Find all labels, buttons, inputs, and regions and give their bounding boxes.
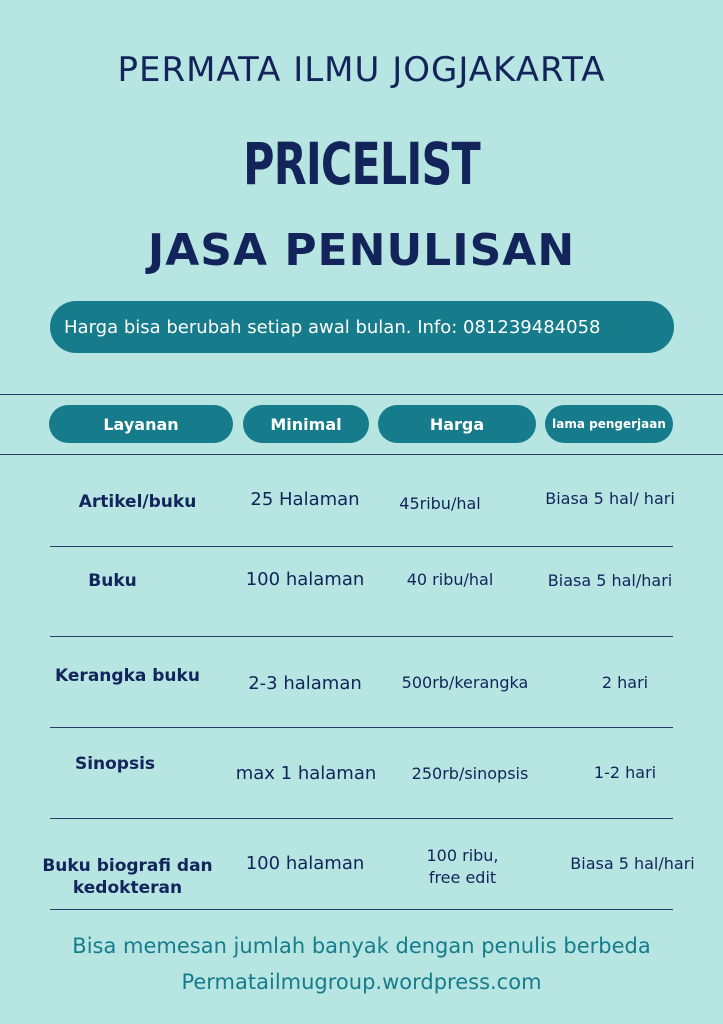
row-4-minimal: max 1 halaman [235,763,377,784]
row-divider [50,909,673,910]
row-1-layanan: Artikel/buku [78,492,197,512]
row-1-harga: 45ribu/hal [399,494,481,513]
page-subtitle: JASA PENULISAN [147,225,576,276]
column-header-lama: lama pengerjaan [545,405,673,443]
row-divider [50,636,673,637]
row-3-minimal: 2-3 halaman [248,673,362,694]
row-1-lama: Biasa 5 hal/ hari [545,489,675,508]
column-header-harga: Harga [378,405,536,443]
row-5-layanan-line2: kedokteran [72,878,183,898]
row-5-layanan [30,855,225,899]
row-divider [50,818,673,819]
header-top-rule [0,394,723,395]
column-header-layanan: Layanan [49,405,233,443]
row-2-layanan: Buku [88,571,137,591]
row-5-layanan-line1: Buku biografi dan [42,856,213,876]
row-3-lama: 2 hari [601,673,649,692]
row-2-minimal: 100 halaman [245,569,365,590]
info-banner [50,301,674,353]
row-3-harga: 500rb/kerangka [401,673,529,692]
row-divider [50,546,673,547]
footer-website: Permatailmugroup.wordpress.com [181,970,542,994]
info-banner-text: Harga bisa berubah setiap awal bulan. Info: 081239484058 [64,316,601,338]
brand-name: PERMATA ILMU JOGJAKARTA [117,50,606,90]
row-1-minimal: 25 Halaman [250,489,360,510]
row-4-layanan: Sinopsis [74,754,156,774]
page-title: PRICELIST [243,130,480,198]
row-5-lama: Biasa 5 hal/hari [570,854,695,873]
row-2-lama: Biasa 5 hal/hari [547,571,673,590]
row-4-harga: 250rb/sinopsis [411,764,529,783]
row-5-harga-line1: 100 ribu, [426,846,499,865]
column-header-minimal: Minimal [243,405,369,443]
row-divider [50,727,673,728]
footer-note: Bisa memesan jumlah banyak dengan penulis berbeda [72,934,651,958]
row-4-lama: 1-2 hari [593,763,657,782]
row-5-harga-line2: free edit [428,868,497,887]
header-bottom-rule [0,454,723,455]
row-3-layanan: Kerangka buku [55,666,200,686]
row-5-minimal: 100 halaman [245,853,365,874]
row-5-harga [400,845,525,889]
row-2-harga: 40 ribu/hal [406,570,494,589]
